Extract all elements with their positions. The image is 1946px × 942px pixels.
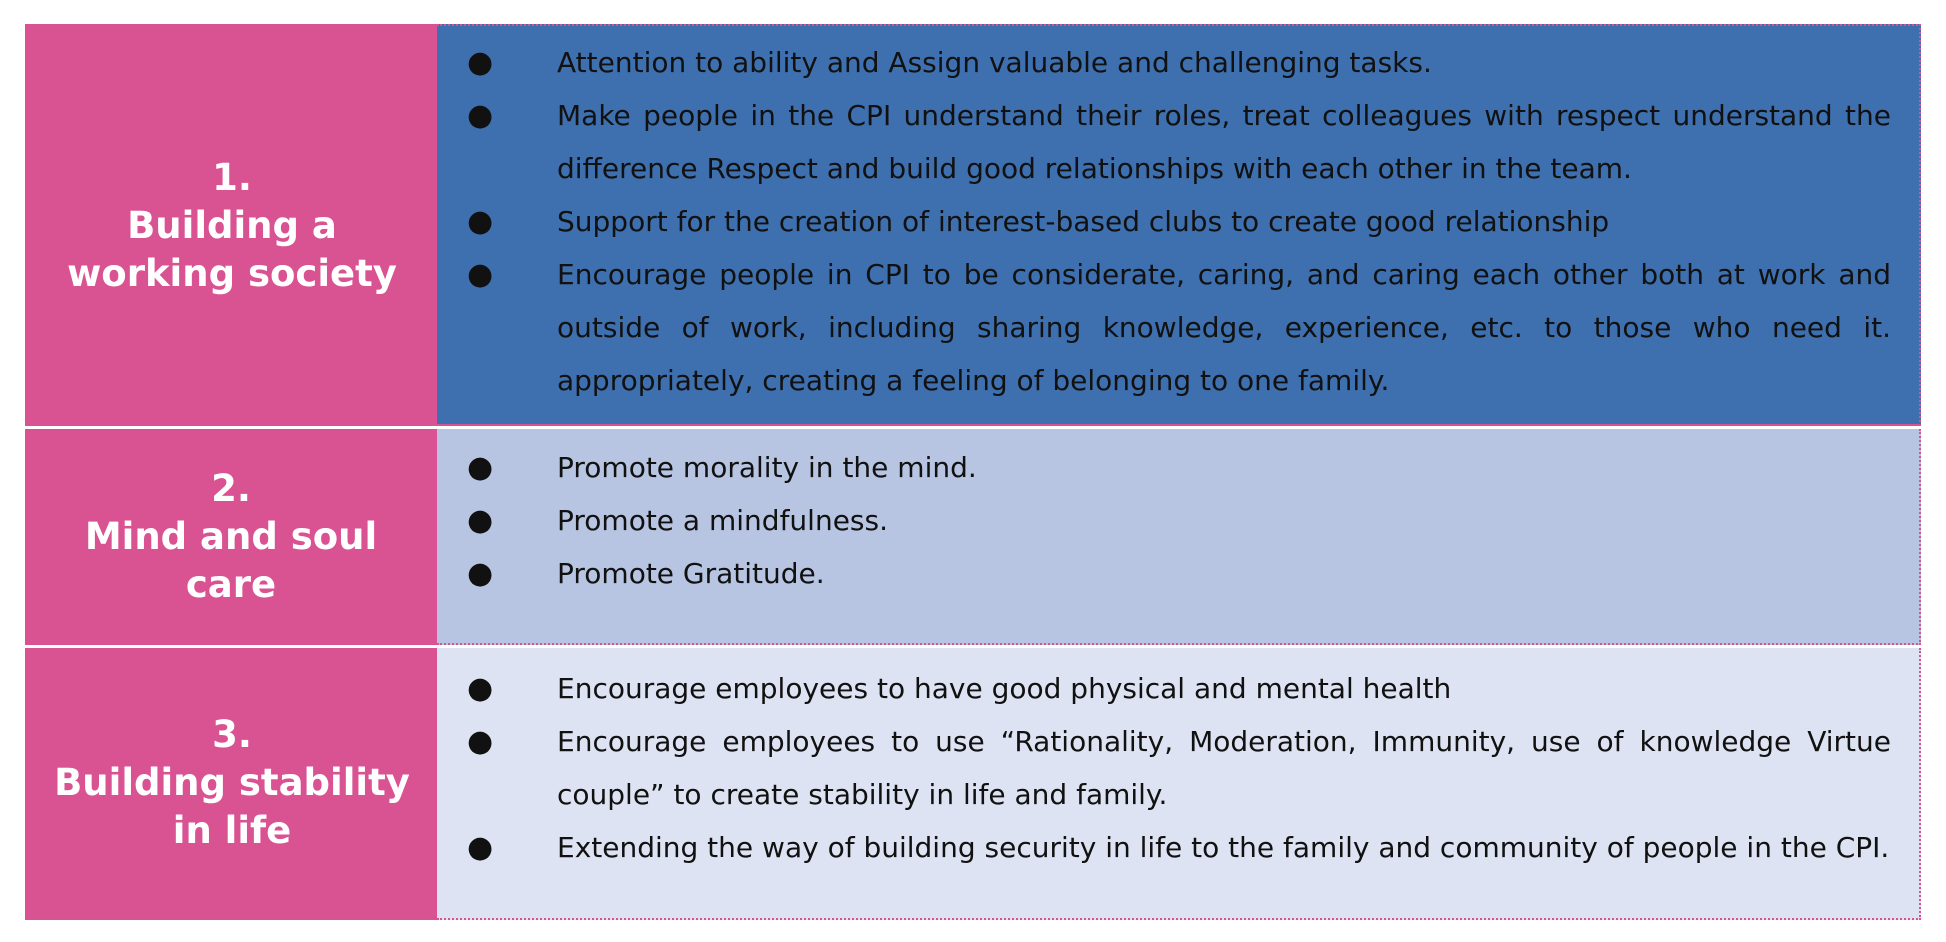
- content-cell: [437, 429, 1921, 645]
- item-text: Encourage people in CPI to be considerate, caring, and caring each other both at work and outside of work, including sharing knowledge, experience, etc. to those who need it. appropriately, creating a feeling of belonging to one family.: [557, 258, 1891, 397]
- list-item: [0, 89, 1891, 195]
- bullet-icon: ●: [467, 257, 494, 292]
- list-item: [0, 547, 1891, 600]
- item-text: Make people in the CPI understand their roles, treat colleagues with respect understand the difference Respect and build good relationships with each other in the team.: [557, 99, 1891, 185]
- category-title: Mind and soul care: [84, 515, 378, 606]
- category-number: 3.: [212, 713, 252, 756]
- table-row: [25, 426, 1921, 645]
- list-item: [0, 662, 1891, 715]
- item-text: Promote morality in the mind.: [557, 451, 977, 484]
- list-item: [0, 248, 1891, 407]
- item-text: Promote a mindfulness.: [557, 504, 888, 537]
- content-cell: [437, 648, 1921, 920]
- item-text: Attention to ability and Assign valuable and challenging tasks.: [557, 46, 1432, 79]
- content-cell: [437, 24, 1921, 426]
- bullet-icon: ●: [467, 724, 494, 759]
- table-row: [25, 645, 1921, 920]
- bullet-icon: ●: [467, 204, 494, 239]
- list-item: [0, 494, 1891, 547]
- item-text: Promote Gratitude.: [557, 557, 825, 590]
- list-item: [0, 821, 1891, 874]
- list-item: [0, 715, 1891, 821]
- item-text: Extending the way of building security in life to the family and community of people in the CPI.: [557, 831, 1890, 864]
- bullet-icon: ●: [467, 450, 494, 485]
- item-text: Support for the creation of interest-based clubs to create good relationship: [557, 205, 1610, 238]
- bullet-list: [437, 441, 1891, 600]
- list-item: [0, 441, 1891, 494]
- bullet-icon: ●: [467, 671, 494, 706]
- table-row: [25, 24, 1921, 426]
- bullet-icon: ●: [467, 556, 494, 591]
- bullet-icon: ●: [467, 503, 494, 538]
- bullet-icon: ●: [467, 830, 494, 865]
- strategy-table: [25, 24, 1921, 920]
- item-text: Encourage employees to use “Rationality, Moderation, Immunity, use of knowledge Virtue couple” to create stability in life and family.: [557, 725, 1891, 811]
- bullet-list: [437, 36, 1891, 407]
- category-number: 1.: [212, 156, 252, 199]
- item-text: Encourage employees to have good physical and mental health: [557, 672, 1452, 705]
- category-title: Building stability in life: [54, 761, 410, 852]
- list-item: [0, 195, 1891, 248]
- category-number: 2.: [211, 467, 251, 510]
- bullet-icon: ●: [467, 98, 494, 133]
- category-title: Building a working society: [67, 204, 397, 295]
- bullet-list: [437, 662, 1891, 874]
- bullet-icon: ●: [467, 45, 494, 80]
- list-item: [0, 36, 1891, 89]
